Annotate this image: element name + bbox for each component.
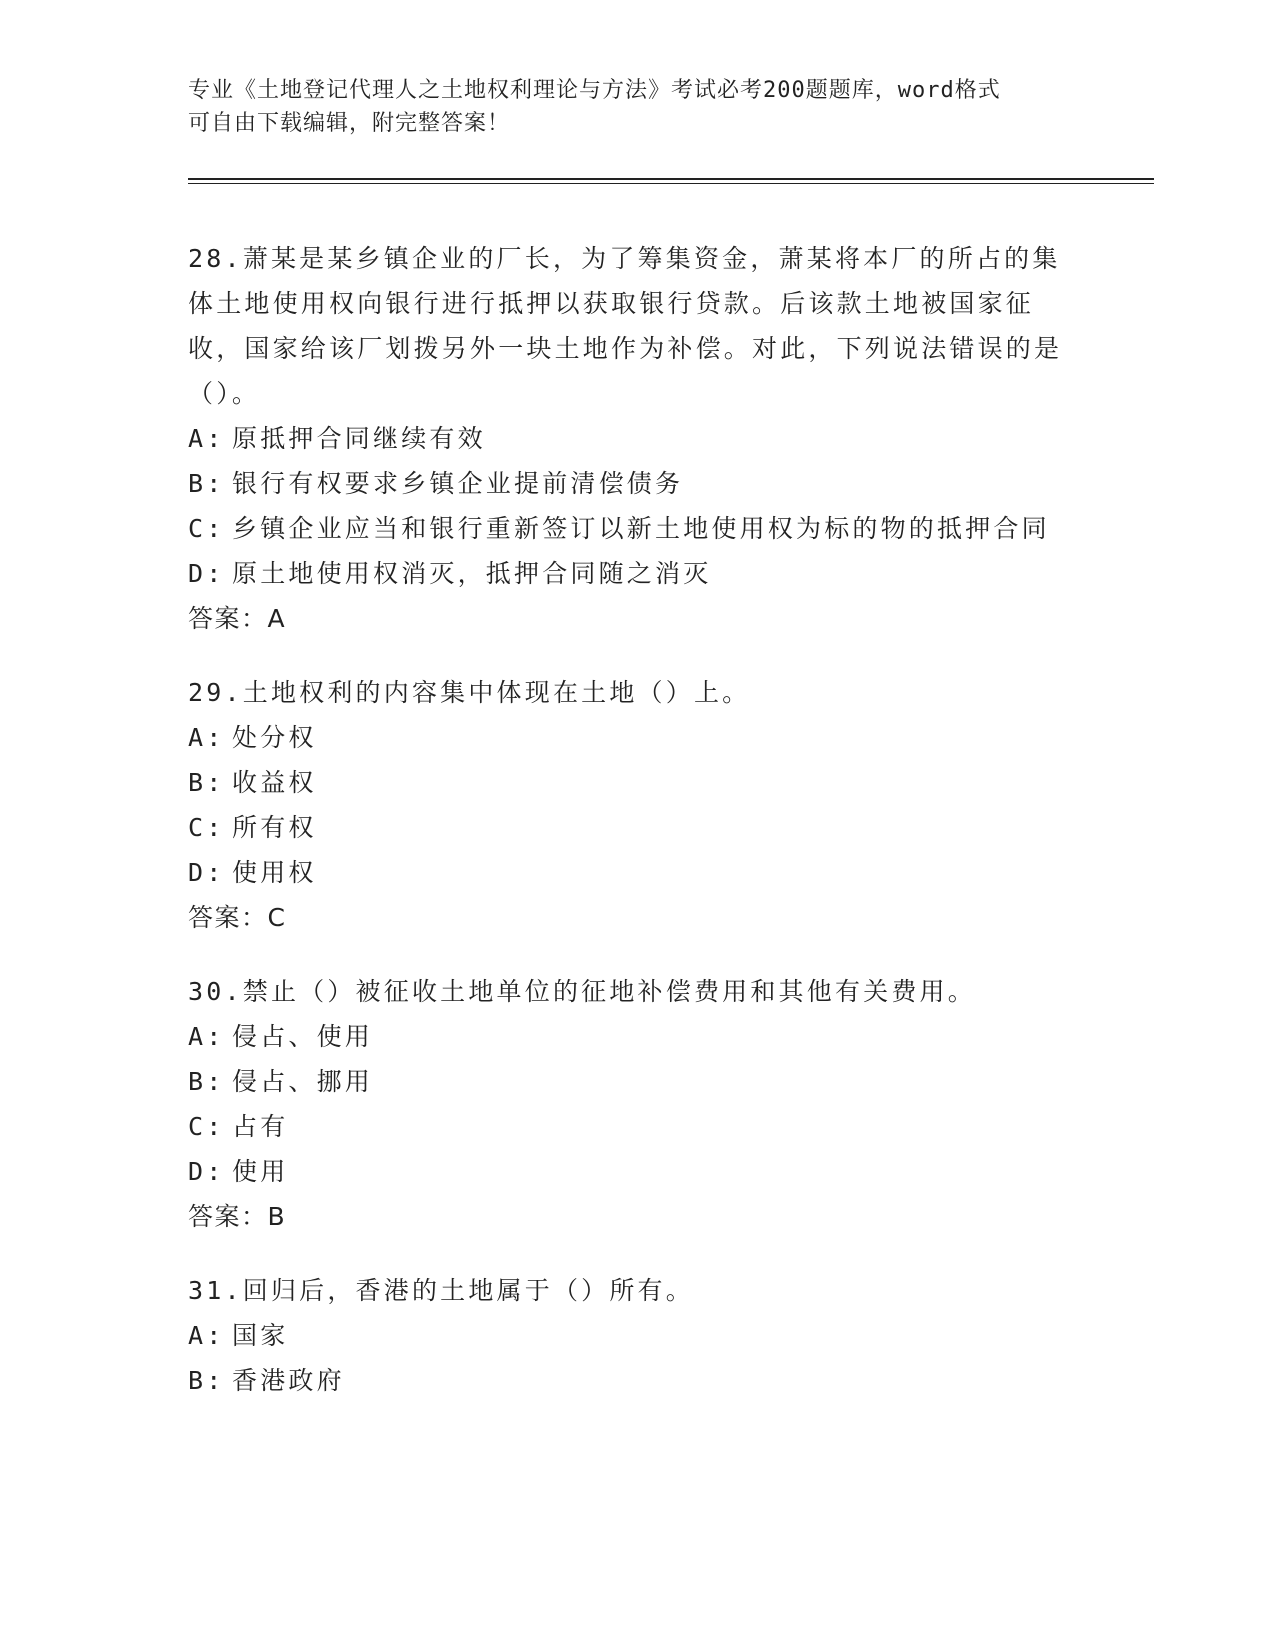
answer-line: 答案：A: [188, 604, 287, 633]
option-text: 国家: [232, 1321, 289, 1350]
option-b: [188, 461, 1088, 506]
option-text: 原土地使用权消灭，抵押合同随之消灭: [232, 559, 712, 588]
header-line-2: 可自由下载编辑，附完整答案！: [188, 111, 511, 136]
answer-line: 答案：B: [188, 1202, 287, 1231]
question-stem: 31.回归后，香港的土地属于（）所有。: [188, 1276, 694, 1305]
question-list: [188, 236, 1088, 1432]
document-header: [188, 74, 1088, 140]
option-text: 使用权: [232, 858, 317, 887]
option-key: A:: [188, 723, 225, 752]
option-key: D:: [188, 858, 225, 887]
option-c: [188, 805, 1088, 850]
question-31: [188, 1268, 1088, 1403]
option-c: [188, 506, 1088, 551]
question-stem: 28.萧某是某乡镇企业的厂长，为了筹集资金，萧某将本厂的所占的集体土地使用权向银行进行抵押以获取银行贷款。后该款土地被国家征收，国家给该厂划拨另外一块土地作为补偿。对此，下列说法错误的是（）。: [188, 244, 1063, 408]
option-text: 处分权: [232, 723, 317, 752]
option-d: [188, 1149, 1088, 1194]
option-d: [188, 850, 1088, 895]
question-stem: 30.禁止（）被征收土地单位的征地补偿费用和其他有关费用。: [188, 977, 976, 1006]
header-divider-thick: [188, 178, 1154, 180]
question-28: [188, 236, 1088, 641]
option-b: [188, 760, 1088, 805]
question-30: [188, 969, 1088, 1239]
option-b: [188, 1358, 1088, 1403]
option-d: [188, 551, 1088, 596]
option-a: [188, 1014, 1088, 1059]
option-key: C:: [188, 813, 225, 842]
option-key: B:: [188, 1067, 225, 1096]
question-29: [188, 670, 1088, 940]
option-text: 原抵押合同继续有效: [232, 424, 486, 453]
answer-line: 答案：C: [188, 903, 287, 932]
header-line-1: 专业《土地登记代理人之土地权利理论与方法》考试必考200题题库，word格式: [188, 78, 1001, 103]
option-text: 侵占、挪用: [232, 1067, 374, 1096]
option-a: [188, 416, 1088, 461]
option-text: 乡镇企业应当和银行重新签订以新土地使用权为标的物的抵押合同: [232, 514, 1050, 543]
option-a: [188, 1313, 1088, 1358]
option-text: 侵占、使用: [232, 1022, 374, 1051]
option-key: C:: [188, 1112, 225, 1141]
header-divider-thin: [188, 183, 1154, 184]
option-key: B:: [188, 1366, 225, 1395]
option-key: D:: [188, 1157, 225, 1186]
option-text: 所有权: [232, 813, 317, 842]
option-key: D:: [188, 559, 225, 588]
option-a: [188, 715, 1088, 760]
option-text: 占有: [232, 1112, 289, 1141]
option-key: A:: [188, 1321, 225, 1350]
option-text: 收益权: [232, 768, 317, 797]
option-key: A:: [188, 1022, 225, 1051]
option-key: B:: [188, 469, 225, 498]
option-key: A:: [188, 424, 225, 453]
option-b: [188, 1059, 1088, 1104]
option-c: [188, 1104, 1088, 1149]
option-key: C:: [188, 514, 225, 543]
option-key: B:: [188, 768, 225, 797]
question-stem: 29.土地权利的内容集中体现在土地（）上。: [188, 678, 751, 707]
option-text: 香港政府: [232, 1366, 345, 1395]
option-text: 使用: [232, 1157, 289, 1186]
option-text: 银行有权要求乡镇企业提前清偿债务: [232, 469, 684, 498]
